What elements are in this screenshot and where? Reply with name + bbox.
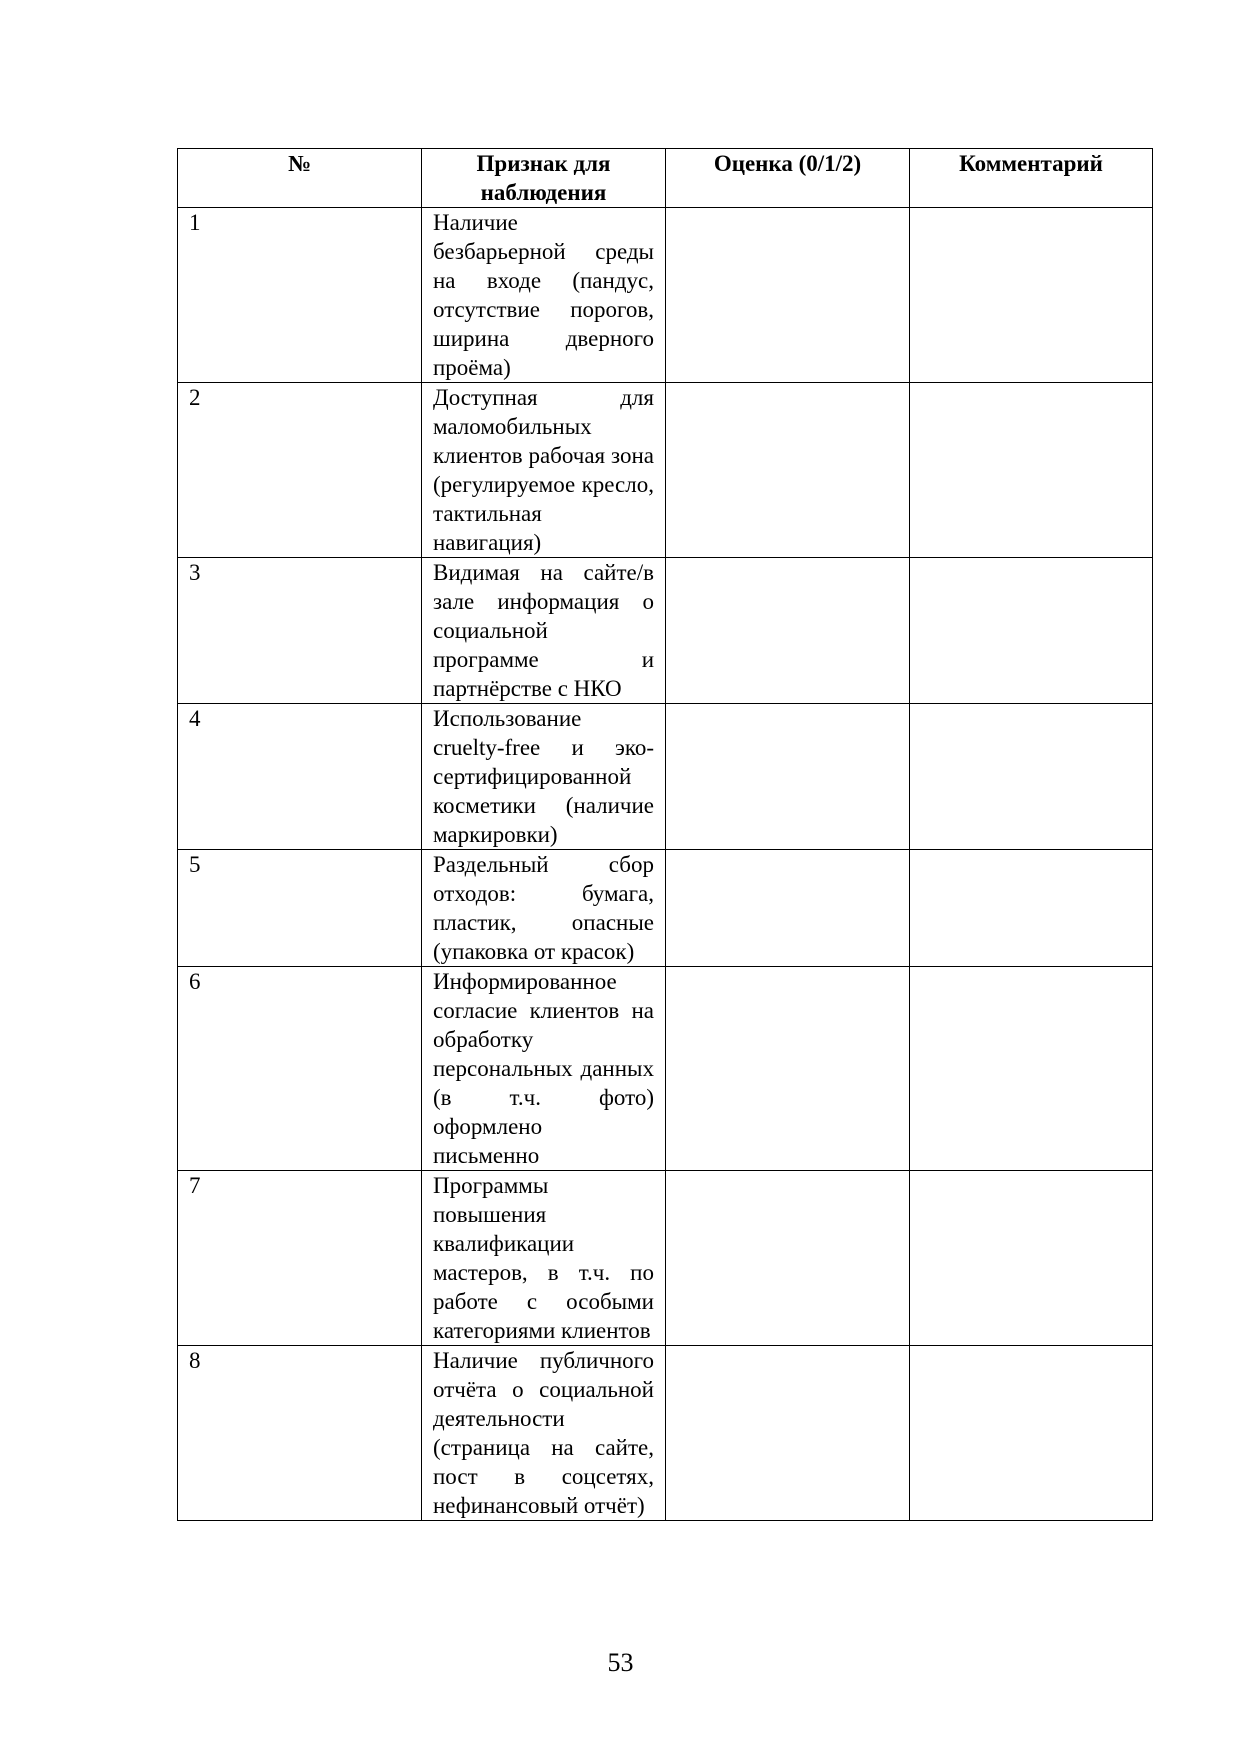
- header-criterion: Признак для наблюдения: [422, 149, 666, 208]
- row-score-cell: [666, 208, 910, 383]
- row-criterion: Использование cruelty-free и эко-сертифицированной косметики (наличие маркировки): [422, 704, 666, 850]
- table-row: [178, 967, 1153, 1171]
- row-number: 8: [178, 1346, 422, 1521]
- observation-table: [177, 148, 1153, 1521]
- table-row: [178, 704, 1153, 850]
- row-score-cell: [666, 850, 910, 967]
- row-criterion: Наличие безбарьерной среды на входе (пандус, отсутствие порогов, ширина дверного проёма): [422, 208, 666, 383]
- table-row: [178, 850, 1153, 967]
- row-criterion: Наличие публичного отчёта о социальной деятельности (страница на сайте, пост в соцсетях, нефинансовый отчёт): [422, 1346, 666, 1521]
- row-number: 3: [178, 558, 422, 704]
- row-criterion: Раздельный сбор отходов: бумага, пластик, опасные (упаковка от красок): [422, 850, 666, 967]
- page-number: 53: [607, 1648, 634, 1677]
- row-score-cell: [666, 1171, 910, 1346]
- table-row: [178, 1171, 1153, 1346]
- row-comment-cell: [910, 558, 1153, 704]
- table-header-row: [178, 149, 1153, 208]
- header-comment: Комментарий: [910, 149, 1153, 208]
- row-comment-cell: [910, 704, 1153, 850]
- row-score-cell: [666, 1346, 910, 1521]
- header-score: Оценка (0/1/2): [666, 149, 910, 208]
- row-criterion: Видимая на сайте/в зале информация о социальной программе и партнёрстве с НКО: [422, 558, 666, 704]
- table-row: [178, 208, 1153, 383]
- row-comment-cell: [910, 967, 1153, 1171]
- row-criterion: Доступная для маломобильных клиентов рабочая зона (регулируемое кресло, тактильная навигация): [422, 383, 666, 558]
- row-score-cell: [666, 558, 910, 704]
- row-criterion: Информированное согласие клиентов на обработку персональных данных (в т.ч. фото) оформлено письменно: [422, 967, 666, 1171]
- row-number: 2: [178, 383, 422, 558]
- row-score-cell: [666, 704, 910, 850]
- row-comment-cell: [910, 208, 1153, 383]
- row-comment-cell: [910, 1171, 1153, 1346]
- header-number: №: [178, 149, 422, 208]
- row-comment-cell: [910, 1346, 1153, 1521]
- row-score-cell: [666, 383, 910, 558]
- row-number: 6: [178, 967, 422, 1171]
- row-number: 5: [178, 850, 422, 967]
- table-row: [178, 558, 1153, 704]
- row-number: 7: [178, 1171, 422, 1346]
- row-comment-cell: [910, 850, 1153, 967]
- table-row: [178, 383, 1153, 558]
- row-criterion: Программы повышения квалификации мастеров, в т.ч. по работе с особыми категориями клиентов: [422, 1171, 666, 1346]
- row-score-cell: [666, 967, 910, 1171]
- row-number: 1: [178, 208, 422, 383]
- table-row: [178, 1346, 1153, 1521]
- row-comment-cell: [910, 383, 1153, 558]
- row-number: 4: [178, 704, 422, 850]
